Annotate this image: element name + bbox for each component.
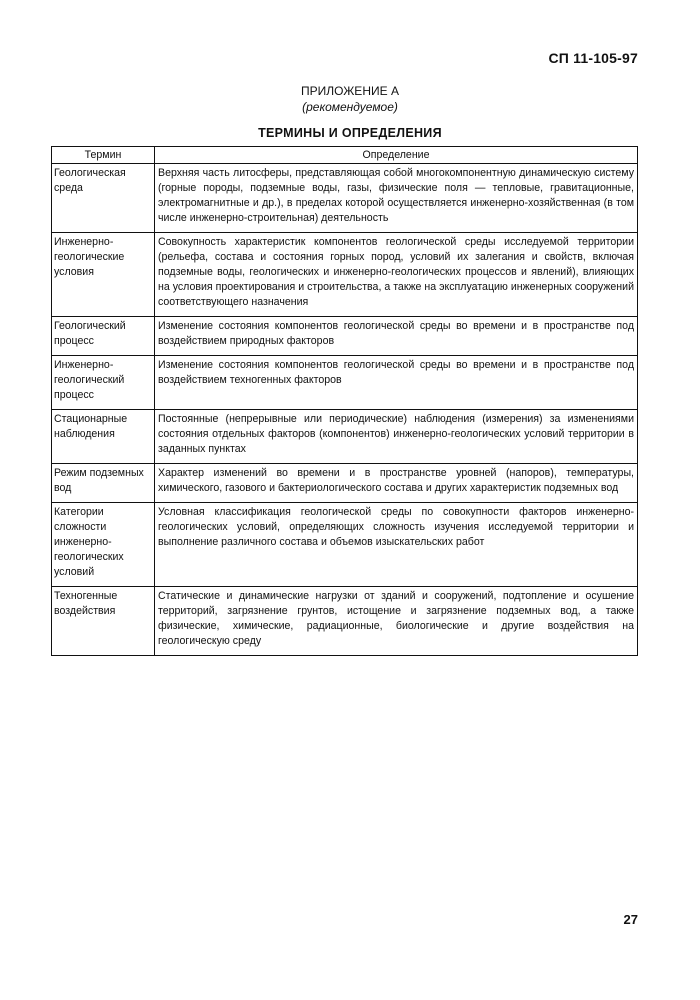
term-cell: Стационарные наблюдения bbox=[52, 410, 155, 464]
table-row bbox=[52, 587, 638, 656]
term-cell: Геологическая среда bbox=[52, 164, 155, 233]
column-header-definition: Определение bbox=[155, 147, 638, 164]
table-row bbox=[52, 356, 638, 410]
appendix-subtitle: (рекомендуемое) bbox=[302, 100, 398, 114]
table-row bbox=[52, 317, 638, 356]
table-row bbox=[52, 164, 638, 233]
definition-cell: Характер изменений во времени и в пространстве уровней (напоров), температуры, химического, газового и бактериологического состава и других характеристик подземных вод bbox=[155, 464, 638, 503]
table-row bbox=[52, 233, 638, 317]
definition-cell: Статические и динамические нагрузки от зданий и сооружений, подтопление и осушение территорий, загрязнение грунтов, истощение и загрязнение подземных вод, а также физические, химические, радиационные, биологические и другие воздействия на геологическую среду bbox=[155, 587, 638, 656]
table-row bbox=[52, 464, 638, 503]
appendix-title: ПРИЛОЖЕНИЕ А bbox=[301, 84, 399, 98]
definition-cell: Изменение состояния компонентов геологической среды во времени и в пространстве под воздействием природных факторов bbox=[155, 317, 638, 356]
definition-cell: Условная классификация геологической среды по совокупности факторов инженерно-геологических условий, определяющих сложность изучения исследуемой территории и выполнение различного состава и объемов изыскательских работ bbox=[155, 503, 638, 587]
definition-cell: Постоянные (непрерывные или периодические) наблюдения (измерения) за изменениями состояния отдельных факторов (компонентов) инженерно-геологических условий территории в заданных пунктах bbox=[155, 410, 638, 464]
term-cell: Техногенные воздействия bbox=[52, 587, 155, 656]
term-cell: Геологический процесс bbox=[52, 317, 155, 356]
term-cell: Инженерно-геологический процесс bbox=[52, 356, 155, 410]
terms-table bbox=[51, 146, 638, 656]
term-cell: Инженерно-геологические условия bbox=[52, 233, 155, 317]
term-cell: Режим подземных вод bbox=[52, 464, 155, 503]
section-title: ТЕРМИНЫ И ОПРЕДЕЛЕНИЯ bbox=[258, 126, 442, 140]
term-cell: Категории сложности инженерно-геологических условий bbox=[52, 503, 155, 587]
document-code: СП 11-105-97 bbox=[548, 50, 638, 66]
table-row bbox=[52, 410, 638, 464]
definition-cell: Изменение состояния компонентов геологической среды во времени и в пространстве под воздействием техногенных факторов bbox=[155, 356, 638, 410]
definition-cell: Совокупность характеристик компонентов геологической среды исследуемой территории (рельефа, состава и состояния горных пород, условий их залегания и свойств, включая подземные воды, геологических и инженерно-геологических процессов и явлений), влияющих на условия проектирования и строительства, а также на эксплуатацию инженерных сооружений соответствующего назначения bbox=[155, 233, 638, 317]
definition-cell: Верхняя часть литосферы, представляющая собой многокомпонентную динамическую систему (горные породы, подземные воды, газы, физические поля — тепловые, гравитационные, электромагнитные и др.), в пределах которой осуществляется инженерно-хозяйственная (в том числе инженерно-строительная) деятельность bbox=[155, 164, 638, 233]
table-header-row bbox=[52, 147, 638, 164]
table-row bbox=[52, 503, 638, 587]
column-header-term: Термин bbox=[52, 147, 155, 164]
page-number: 27 bbox=[623, 912, 638, 927]
